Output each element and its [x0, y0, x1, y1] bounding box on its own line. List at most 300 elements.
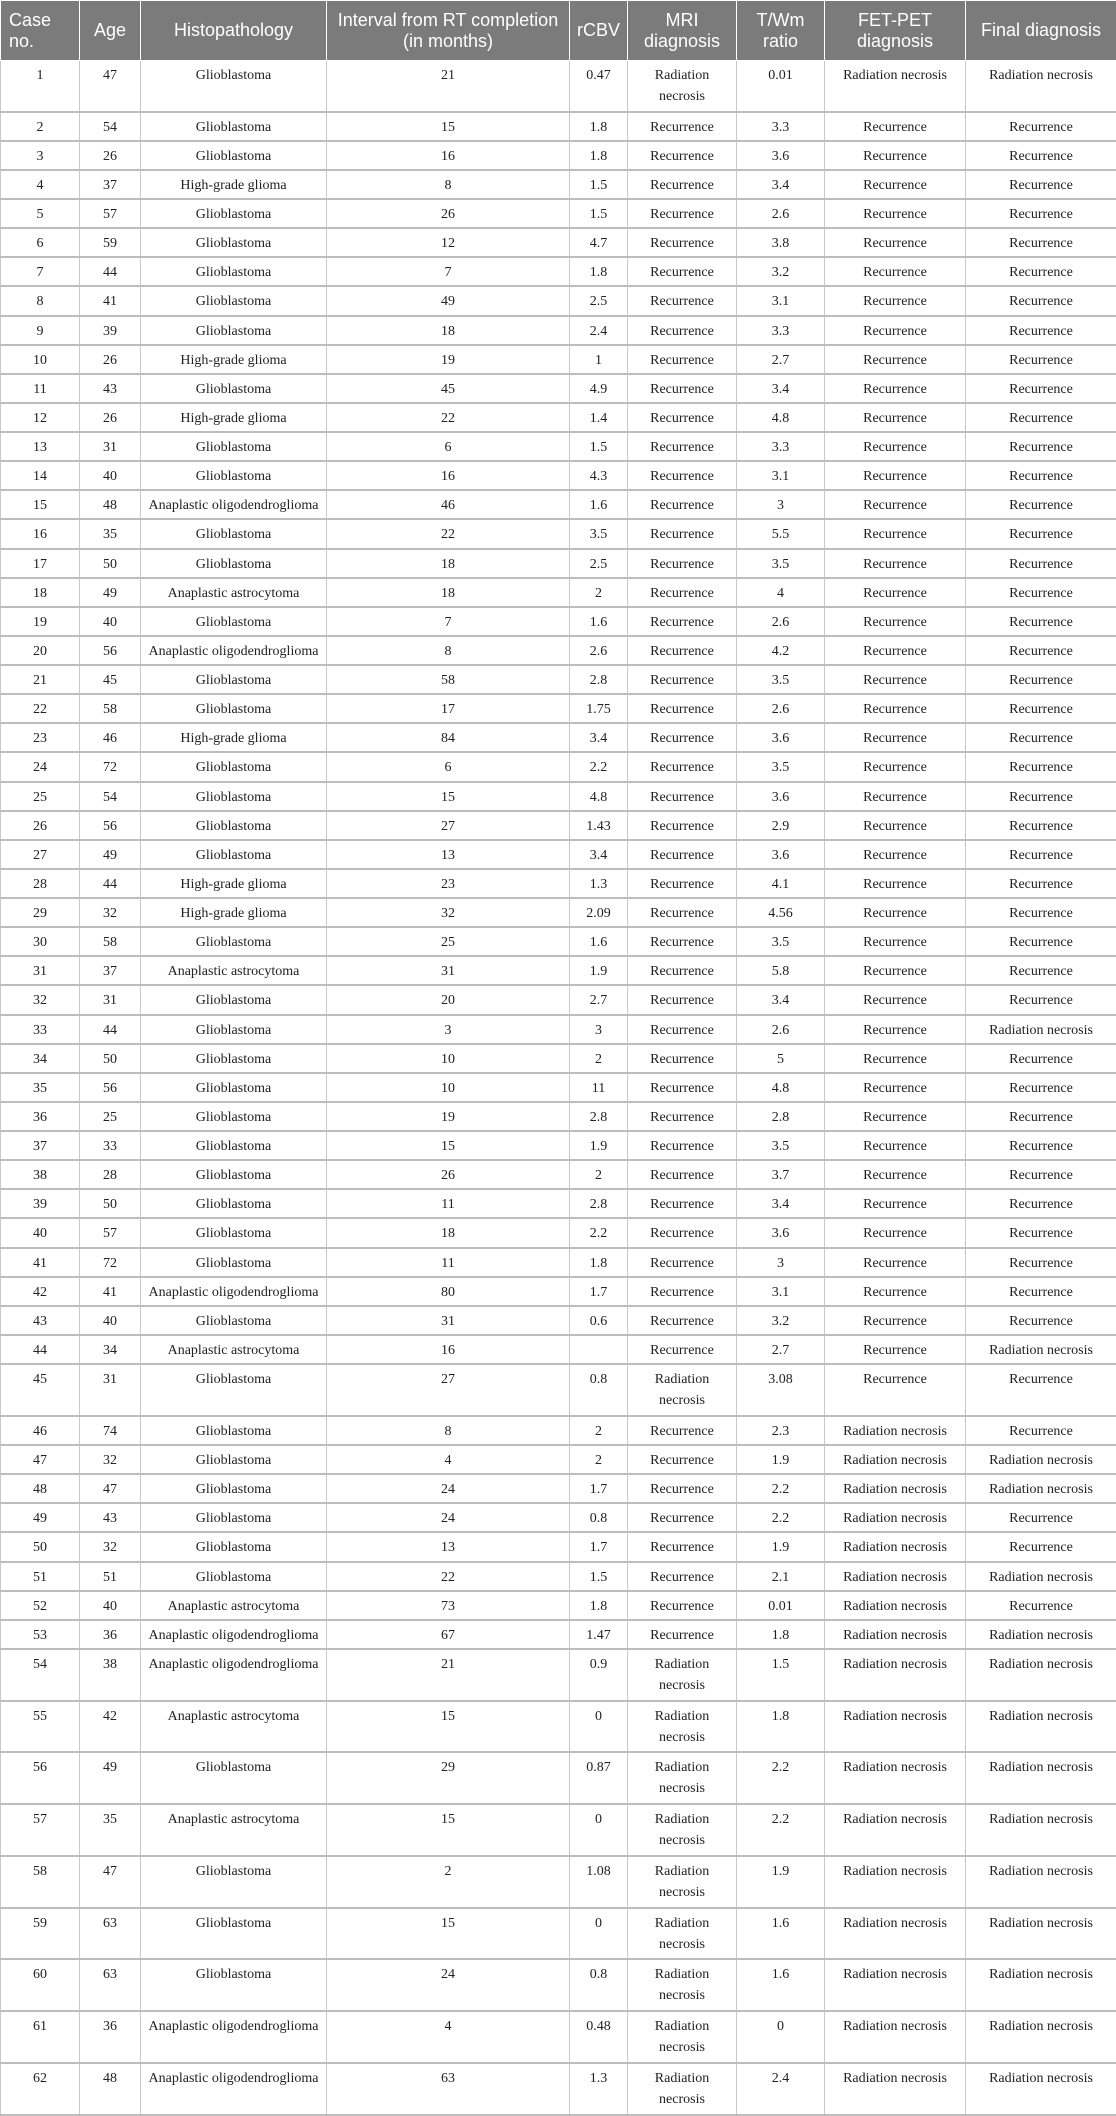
cell-mri-diagnosis: Radiation necrosis [628, 1649, 737, 1701]
cell-rcbv: 3.4 [570, 723, 628, 752]
cell-age: 51 [80, 1562, 141, 1591]
cell-rcbv: 1.08 [570, 1856, 628, 1908]
cell-twm-ratio: 2.2 [737, 1752, 825, 1804]
cell-twm-ratio: 4.2 [737, 636, 825, 665]
cell-case-no: 20 [1, 636, 80, 665]
cell-final-diagnosis: Recurrence [966, 112, 1116, 141]
cell-fet-pet-diagnosis: Radiation necrosis [825, 61, 966, 112]
cell-twm-ratio: 3.6 [737, 723, 825, 752]
cell-age: 44 [80, 869, 141, 898]
cell-rcbv: 2.5 [570, 286, 628, 315]
cell-age: 56 [80, 1073, 141, 1102]
cell-interval: 18 [327, 578, 570, 607]
cell-final-diagnosis: Recurrence [966, 1218, 1116, 1247]
cell-case-no: 12 [1, 403, 80, 432]
cell-twm-ratio: 3.7 [737, 1160, 825, 1189]
cell-age: 72 [80, 752, 141, 781]
cell-case-no: 24 [1, 752, 80, 781]
cell-fet-pet-diagnosis: Radiation necrosis [825, 1804, 966, 1856]
cell-fet-pet-diagnosis: Recurrence [825, 286, 966, 315]
cell-fet-pet-diagnosis: Recurrence [825, 1248, 966, 1277]
cell-twm-ratio: 3.2 [737, 257, 825, 286]
cell-rcbv: 1.43 [570, 811, 628, 840]
cell-histopathology: Glioblastoma [141, 228, 327, 257]
cell-case-no: 2 [1, 112, 80, 141]
cell-mri-diagnosis: Recurrence [628, 723, 737, 752]
cell-final-diagnosis: Recurrence [966, 1160, 1116, 1189]
cell-histopathology: High-grade glioma [141, 345, 327, 374]
cell-rcbv: 4.9 [570, 374, 628, 403]
cell-twm-ratio: 3.5 [737, 665, 825, 694]
table-row [1, 170, 1116, 199]
cell-interval: 15 [327, 1131, 570, 1160]
cell-final-diagnosis: Recurrence [966, 665, 1116, 694]
cell-interval: 31 [327, 956, 570, 985]
table-row [1, 1306, 1116, 1335]
cell-fet-pet-diagnosis: Recurrence [825, 752, 966, 781]
cell-case-no: 56 [1, 1752, 80, 1804]
cell-interval: 16 [327, 461, 570, 490]
cell-interval: 11 [327, 1248, 570, 1277]
cell-fet-pet-diagnosis: Recurrence [825, 578, 966, 607]
cell-interval: 22 [327, 403, 570, 432]
cell-rcbv: 2 [570, 1044, 628, 1073]
cell-final-diagnosis: Recurrence [966, 578, 1116, 607]
cell-fet-pet-diagnosis: Radiation necrosis [825, 1856, 966, 1908]
cell-histopathology: Glioblastoma [141, 1015, 327, 1044]
cell-age: 63 [80, 1959, 141, 2011]
cell-interval: 15 [327, 1908, 570, 1960]
cell-case-no: 14 [1, 461, 80, 490]
cell-final-diagnosis: Recurrence [966, 1277, 1116, 1306]
table-row [1, 112, 1116, 141]
cell-age: 49 [80, 840, 141, 869]
cell-interval: 58 [327, 665, 570, 694]
cell-interval: 16 [327, 141, 570, 170]
cell-interval: 18 [327, 1218, 570, 1247]
cell-rcbv: 1.4 [570, 403, 628, 432]
cell-case-no: 48 [1, 1474, 80, 1503]
table-row [1, 1335, 1116, 1364]
cell-fet-pet-diagnosis: Radiation necrosis [825, 1532, 966, 1561]
cell-twm-ratio: 3.1 [737, 461, 825, 490]
cell-final-diagnosis: Radiation necrosis [966, 1445, 1116, 1474]
cell-twm-ratio: 3.6 [737, 840, 825, 869]
table-row [1, 898, 1116, 927]
table-row [1, 752, 1116, 781]
cell-mri-diagnosis: Recurrence [628, 286, 737, 315]
cell-final-diagnosis: Radiation necrosis [966, 2011, 1116, 2063]
cell-mri-diagnosis: Recurrence [628, 1102, 737, 1131]
cell-rcbv: 0.8 [570, 1503, 628, 1532]
cell-mri-diagnosis: Recurrence [628, 1189, 737, 1218]
cell-histopathology: Glioblastoma [141, 1908, 327, 1960]
cell-histopathology: Glioblastoma [141, 752, 327, 781]
cell-interval: 21 [327, 61, 570, 112]
cell-histopathology: Glioblastoma [141, 1562, 327, 1591]
cell-twm-ratio: 5.5 [737, 519, 825, 548]
table-row [1, 840, 1116, 869]
cell-mri-diagnosis: Recurrence [628, 1335, 737, 1364]
cell-mri-diagnosis: Radiation necrosis [628, 1364, 737, 1416]
cell-interval: 45 [327, 374, 570, 403]
cell-fet-pet-diagnosis: Recurrence [825, 840, 966, 869]
cell-age: 34 [80, 1335, 141, 1364]
cell-case-no: 13 [1, 432, 80, 461]
cell-twm-ratio: 2.4 [737, 2063, 825, 2115]
cell-mri-diagnosis: Recurrence [628, 1306, 737, 1335]
cell-fet-pet-diagnosis: Recurrence [825, 228, 966, 257]
cell-histopathology: Glioblastoma [141, 199, 327, 228]
cell-rcbv: 1.8 [570, 1248, 628, 1277]
cell-case-no: 19 [1, 607, 80, 636]
cell-case-no: 26 [1, 811, 80, 840]
cell-twm-ratio: 3.1 [737, 286, 825, 315]
cell-final-diagnosis: Recurrence [966, 1248, 1116, 1277]
cell-case-no: 6 [1, 228, 80, 257]
cell-age: 57 [80, 199, 141, 228]
cell-mri-diagnosis: Recurrence [628, 461, 737, 490]
table-row [1, 61, 1116, 112]
cell-twm-ratio: 3.4 [737, 1189, 825, 1218]
cell-fet-pet-diagnosis: Recurrence [825, 1102, 966, 1131]
cell-rcbv: 1.3 [570, 2063, 628, 2115]
cell-twm-ratio: 3 [737, 490, 825, 519]
cell-mri-diagnosis: Recurrence [628, 403, 737, 432]
cell-age: 74 [80, 1416, 141, 1445]
cell-rcbv: 1.8 [570, 1591, 628, 1620]
table-row [1, 257, 1116, 286]
table-row [1, 1503, 1116, 1532]
cell-fet-pet-diagnosis: Recurrence [825, 112, 966, 141]
cell-mri-diagnosis: Radiation necrosis [628, 1908, 737, 1960]
cell-interval: 8 [327, 636, 570, 665]
cell-final-diagnosis: Recurrence [966, 956, 1116, 985]
table-header [1, 1, 1116, 61]
cell-final-diagnosis: Radiation necrosis [966, 1335, 1116, 1364]
table-row [1, 782, 1116, 811]
cell-twm-ratio: 3.08 [737, 1364, 825, 1416]
cell-case-no: 31 [1, 956, 80, 985]
cell-histopathology: Glioblastoma [141, 141, 327, 170]
cell-mri-diagnosis: Recurrence [628, 607, 737, 636]
cell-mri-diagnosis: Recurrence [628, 549, 737, 578]
cell-histopathology: High-grade glioma [141, 723, 327, 752]
cell-histopathology: Anaplastic oligodendroglioma [141, 1649, 327, 1701]
cell-interval: 13 [327, 1532, 570, 1561]
table-row [1, 1562, 1116, 1591]
cell-histopathology: Glioblastoma [141, 1044, 327, 1073]
cell-final-diagnosis: Recurrence [966, 141, 1116, 170]
cell-mri-diagnosis: Recurrence [628, 1474, 737, 1503]
cell-mri-diagnosis: Recurrence [628, 578, 737, 607]
cell-mri-diagnosis: Radiation necrosis [628, 2011, 737, 2063]
cell-case-no: 11 [1, 374, 80, 403]
table-row [1, 1073, 1116, 1102]
cell-twm-ratio: 5.8 [737, 956, 825, 985]
cell-case-no: 47 [1, 1445, 80, 1474]
cell-mri-diagnosis: Recurrence [628, 170, 737, 199]
cell-histopathology: Glioblastoma [141, 607, 327, 636]
cell-mri-diagnosis: Recurrence [628, 519, 737, 548]
cell-twm-ratio: 2.6 [737, 607, 825, 636]
cell-final-diagnosis: Radiation necrosis [966, 1562, 1116, 1591]
cell-case-no: 42 [1, 1277, 80, 1306]
table-row [1, 1364, 1116, 1416]
header-final-diagnosis: Final diagnosis [966, 1, 1116, 61]
cell-rcbv: 0.8 [570, 1364, 628, 1416]
cell-age: 57 [80, 1218, 141, 1247]
table-row [1, 1752, 1116, 1804]
cell-mri-diagnosis: Radiation necrosis [628, 1959, 737, 2011]
cell-fet-pet-diagnosis: Recurrence [825, 782, 966, 811]
cell-age: 50 [80, 1189, 141, 1218]
cell-case-no: 58 [1, 1856, 80, 1908]
cell-mri-diagnosis: Recurrence [628, 1532, 737, 1561]
cell-age: 44 [80, 1015, 141, 1044]
cell-rcbv: 1.8 [570, 257, 628, 286]
cell-rcbv: 2 [570, 578, 628, 607]
cell-case-no: 9 [1, 316, 80, 345]
cell-final-diagnosis: Recurrence [966, 461, 1116, 490]
cell-histopathology: Glioblastoma [141, 927, 327, 956]
cell-case-no: 15 [1, 490, 80, 519]
cell-fet-pet-diagnosis: Recurrence [825, 1160, 966, 1189]
cell-final-diagnosis: Recurrence [966, 228, 1116, 257]
cell-twm-ratio: 1.6 [737, 1908, 825, 1960]
cell-final-diagnosis: Recurrence [966, 1073, 1116, 1102]
table-row [1, 461, 1116, 490]
cell-case-no: 39 [1, 1189, 80, 1218]
cell-mri-diagnosis: Recurrence [628, 1277, 737, 1306]
cell-mri-diagnosis: Recurrence [628, 840, 737, 869]
cell-rcbv: 3.4 [570, 840, 628, 869]
cell-age: 45 [80, 665, 141, 694]
cell-twm-ratio: 1.9 [737, 1445, 825, 1474]
cell-interval: 27 [327, 811, 570, 840]
cell-final-diagnosis: Recurrence [966, 607, 1116, 636]
cell-interval: 27 [327, 1364, 570, 1416]
cell-fet-pet-diagnosis: Radiation necrosis [825, 1959, 966, 2011]
cell-fet-pet-diagnosis: Radiation necrosis [825, 1474, 966, 1503]
cell-age: 37 [80, 170, 141, 199]
cell-age: 49 [80, 578, 141, 607]
cell-histopathology: High-grade glioma [141, 869, 327, 898]
cell-interval: 63 [327, 2063, 570, 2115]
cell-histopathology: Glioblastoma [141, 840, 327, 869]
table-row [1, 1649, 1116, 1701]
cell-rcbv: 2.7 [570, 985, 628, 1014]
cell-twm-ratio: 2.6 [737, 1015, 825, 1044]
cell-final-diagnosis: Recurrence [966, 927, 1116, 956]
cell-fet-pet-diagnosis: Recurrence [825, 1073, 966, 1102]
cell-age: 58 [80, 694, 141, 723]
table-row [1, 141, 1116, 170]
cell-twm-ratio: 1.9 [737, 1856, 825, 1908]
cell-fet-pet-diagnosis: Recurrence [825, 1306, 966, 1335]
cell-interval: 84 [327, 723, 570, 752]
cell-rcbv: 2.2 [570, 752, 628, 781]
cell-final-diagnosis: Radiation necrosis [966, 1620, 1116, 1649]
cell-twm-ratio: 1.8 [737, 1701, 825, 1753]
cell-interval: 4 [327, 1445, 570, 1474]
cell-histopathology: Anaplastic oligodendroglioma [141, 1277, 327, 1306]
cell-rcbv: 3.5 [570, 519, 628, 548]
cell-rcbv: 0.87 [570, 1752, 628, 1804]
table-row [1, 2011, 1116, 2063]
cell-age: 48 [80, 2063, 141, 2115]
cell-fet-pet-diagnosis: Recurrence [825, 257, 966, 286]
cell-fet-pet-diagnosis: Recurrence [825, 1044, 966, 1073]
cell-final-diagnosis: Recurrence [966, 811, 1116, 840]
cell-case-no: 37 [1, 1131, 80, 1160]
cell-interval: 8 [327, 1416, 570, 1445]
cell-histopathology: Glioblastoma [141, 1474, 327, 1503]
cell-final-diagnosis: Radiation necrosis [966, 1856, 1116, 1908]
cell-fet-pet-diagnosis: Recurrence [825, 811, 966, 840]
cell-fet-pet-diagnosis: Recurrence [825, 170, 966, 199]
cell-twm-ratio: 2.6 [737, 694, 825, 723]
cell-rcbv: 1.5 [570, 1562, 628, 1591]
cell-rcbv: 1.8 [570, 141, 628, 170]
cell-histopathology: Glioblastoma [141, 1959, 327, 2011]
cell-rcbv: 1.9 [570, 956, 628, 985]
cell-fet-pet-diagnosis: Radiation necrosis [825, 1562, 966, 1591]
table-row [1, 665, 1116, 694]
cell-twm-ratio: 2.9 [737, 811, 825, 840]
cell-rcbv: 2.8 [570, 1102, 628, 1131]
cell-mri-diagnosis: Recurrence [628, 257, 737, 286]
cell-fet-pet-diagnosis: Recurrence [825, 374, 966, 403]
cell-rcbv: 2.8 [570, 1189, 628, 1218]
cell-interval: 7 [327, 257, 570, 286]
cell-age: 33 [80, 1131, 141, 1160]
cell-histopathology: Glioblastoma [141, 1752, 327, 1804]
cell-histopathology: Glioblastoma [141, 1364, 327, 1416]
cell-twm-ratio: 3.8 [737, 228, 825, 257]
cell-final-diagnosis: Recurrence [966, 403, 1116, 432]
cell-interval: 6 [327, 432, 570, 461]
cell-mri-diagnosis: Recurrence [628, 199, 737, 228]
cell-rcbv: 2.6 [570, 636, 628, 665]
cell-case-no: 10 [1, 345, 80, 374]
cell-rcbv: 2.5 [570, 549, 628, 578]
cell-mri-diagnosis: Radiation necrosis [628, 1752, 737, 1804]
cell-interval: 73 [327, 1591, 570, 1620]
cell-case-no: 41 [1, 1248, 80, 1277]
cell-twm-ratio: 3.1 [737, 1277, 825, 1306]
cell-twm-ratio: 2.6 [737, 199, 825, 228]
cell-fet-pet-diagnosis: Recurrence [825, 1218, 966, 1247]
cell-fet-pet-diagnosis: Recurrence [825, 898, 966, 927]
cell-mri-diagnosis: Recurrence [628, 752, 737, 781]
cell-age: 58 [80, 927, 141, 956]
cell-age: 50 [80, 1044, 141, 1073]
cell-histopathology: Glioblastoma [141, 1102, 327, 1131]
cell-final-diagnosis: Radiation necrosis [966, 1474, 1116, 1503]
table-row [1, 432, 1116, 461]
cell-rcbv: 1.7 [570, 1474, 628, 1503]
cell-final-diagnosis: Recurrence [966, 345, 1116, 374]
cell-final-diagnosis: Recurrence [966, 840, 1116, 869]
cell-final-diagnosis: Recurrence [966, 170, 1116, 199]
cell-histopathology: Glioblastoma [141, 1532, 327, 1561]
header-age: Age [80, 1, 141, 61]
table-row [1, 374, 1116, 403]
cell-fet-pet-diagnosis: Recurrence [825, 1015, 966, 1044]
cell-final-diagnosis: Recurrence [966, 782, 1116, 811]
cell-age: 42 [80, 1701, 141, 1753]
cell-interval: 18 [327, 316, 570, 345]
cell-case-no: 5 [1, 199, 80, 228]
cell-fet-pet-diagnosis: Recurrence [825, 665, 966, 694]
cell-fet-pet-diagnosis: Recurrence [825, 1131, 966, 1160]
table-row [1, 1804, 1116, 1856]
cell-final-diagnosis: Recurrence [966, 694, 1116, 723]
cell-age: 32 [80, 1532, 141, 1561]
cell-fet-pet-diagnosis: Recurrence [825, 607, 966, 636]
table-row [1, 956, 1116, 985]
cell-rcbv: 0 [570, 1701, 628, 1753]
cell-case-no: 45 [1, 1364, 80, 1416]
table-row [1, 1189, 1116, 1218]
cell-twm-ratio: 3.3 [737, 316, 825, 345]
cell-fet-pet-diagnosis: Radiation necrosis [825, 2011, 966, 2063]
cell-twm-ratio: 3.4 [737, 985, 825, 1014]
cell-histopathology: Glioblastoma [141, 1445, 327, 1474]
cell-case-no: 7 [1, 257, 80, 286]
cell-rcbv: 1.5 [570, 170, 628, 199]
cell-interval: 6 [327, 752, 570, 781]
cell-fet-pet-diagnosis: Recurrence [825, 1189, 966, 1218]
cell-fet-pet-diagnosis: Recurrence [825, 403, 966, 432]
cell-case-no: 22 [1, 694, 80, 723]
table-row [1, 519, 1116, 548]
cell-mri-diagnosis: Recurrence [628, 112, 737, 141]
cell-age: 36 [80, 2011, 141, 2063]
cell-age: 44 [80, 257, 141, 286]
cell-rcbv: 0.6 [570, 1306, 628, 1335]
cell-interval: 25 [327, 927, 570, 956]
cell-mri-diagnosis: Recurrence [628, 694, 737, 723]
cell-age: 26 [80, 345, 141, 374]
cell-interval: 10 [327, 1044, 570, 1073]
cell-age: 31 [80, 985, 141, 1014]
cell-rcbv: 1.7 [570, 1277, 628, 1306]
cell-interval: 26 [327, 199, 570, 228]
cell-rcbv: 2.2 [570, 1218, 628, 1247]
table-row [1, 316, 1116, 345]
cell-case-no: 50 [1, 1532, 80, 1561]
cell-histopathology: Glioblastoma [141, 985, 327, 1014]
cell-final-diagnosis: Radiation necrosis [966, 1908, 1116, 1960]
cell-age: 36 [80, 1620, 141, 1649]
cell-final-diagnosis: Recurrence [966, 1532, 1116, 1561]
cell-mri-diagnosis: Recurrence [628, 869, 737, 898]
cell-fet-pet-diagnosis: Recurrence [825, 694, 966, 723]
cell-case-no: 23 [1, 723, 80, 752]
table-row [1, 1856, 1116, 1908]
cell-fet-pet-diagnosis: Radiation necrosis [825, 1908, 966, 1960]
table-row [1, 869, 1116, 898]
cell-histopathology: Anaplastic astrocytoma [141, 956, 327, 985]
cell-case-no: 36 [1, 1102, 80, 1131]
cell-final-diagnosis: Recurrence [966, 549, 1116, 578]
cell-case-no: 16 [1, 519, 80, 548]
cell-case-no: 53 [1, 1620, 80, 1649]
table-row [1, 1908, 1116, 1960]
cell-age: 47 [80, 1474, 141, 1503]
